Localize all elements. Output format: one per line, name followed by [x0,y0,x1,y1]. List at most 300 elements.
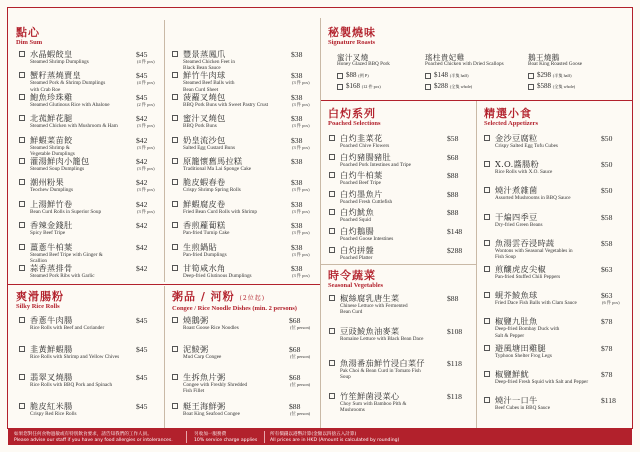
checkbox[interactable] [484,292,490,298]
item-price: $78 [601,343,613,353]
section-heading-congee [172,291,297,313]
item-name-zh: 灌湯鮮肉小籠包 [30,156,90,166]
item-price: $50 [601,134,613,143]
section-title-en: Poached Selections [328,120,381,127]
item-price: $68 [289,373,301,382]
item-portion: (3 件 pcs) [292,273,310,278]
item-name-en: Pan-fried Turnip Cake [183,230,230,237]
checkbox[interactable] [329,172,335,178]
checkbox[interactable] [329,191,335,197]
item-name-en: Crispy Shrimp Spring Rolls [183,187,241,194]
item-portion: (3 件 pcs) [292,251,310,257]
item-portion: (位 person) [290,325,311,330]
checkbox[interactable] [172,317,178,323]
item-price: $50 [601,186,613,196]
checkbox[interactable] [172,265,178,271]
item-name-zh: 生煎鍋貼 [183,241,217,252]
item-portion: (3 件 pcs) [137,187,155,193]
menu-item[interactable] [329,359,469,390]
item-name-en: Pak Choi & Bean Curd in Tomato Fish Soup [340,368,421,381]
footer-price-zh: 所有價錢以港幣計算(金額以四捨五入計算) [270,432,357,437]
item-portion: (3 件 pcs) [292,208,310,214]
roast-item [528,52,624,98]
checkbox[interactable] [172,374,178,380]
item-portion: (3 件 pcs) [137,144,155,150]
item-name-zh: 避風塘田雞腿 [495,342,546,353]
item-name-zh: 原籠懷舊馬拉糕 [183,156,243,166]
item-name-zh: 白灼鵝腸 [340,226,374,236]
item-name-en: Beef Cubes in BBQ Sauce [495,405,551,411]
checkbox[interactable] [484,240,490,246]
item-name-en: Steamed Soup Dumplings [30,166,85,172]
item-name-zh: 椒絲腐乳唐生菜 [340,293,400,303]
section-title-zh: 爽滑腸粉 [16,290,64,303]
item-price: $38 [291,50,303,59]
checkbox[interactable] [484,371,490,377]
item-name-zh: 椒鹽鮮魷 [495,368,529,379]
item-name-en: Bean Curd Rolls in Superior Soup [30,208,102,215]
item-price: $68 [289,344,301,354]
item-price: $68 [289,316,301,325]
checkbox[interactable] [484,187,490,193]
item-name-en: BBQ Pork Buns [183,123,217,130]
item-name-en: Deep-fried Bombay Duck with Salt & Pepper [495,326,560,339]
item-portion: (3 件 pcs) [292,101,310,107]
checkbox[interactable] [172,222,178,228]
menu-item[interactable] [329,208,469,225]
divider [164,20,165,282]
menu-item[interactable] [172,49,312,72]
item-portion: (半隻 half) [449,73,469,78]
section-title-zh: 秘製燒味 [328,26,376,39]
item-portion: (3 件 pcs) [137,166,155,171]
menu-item[interactable] [172,114,312,133]
item-name-zh: 脆皮蝦春卷 [183,177,226,188]
checkbox[interactable] [172,72,178,78]
item-name-zh: 白灼拼盤 [340,244,374,255]
checkbox[interactable] [329,295,335,301]
checkbox[interactable] [19,265,25,271]
section-title-en: Dim Sum [16,39,43,46]
item-name-zh: 鮑魚珍珠雞 [30,91,73,102]
roast-item [337,52,433,98]
footer-allergy-note [14,432,173,443]
item-name-en: Crispy Salted Egg Tofu Cubes [495,143,558,149]
item-name-en: Rice Rolls with BBQ Pork and Spinach [30,382,113,388]
item-price: $50 [601,160,613,170]
menu-item[interactable] [484,265,622,289]
menu-item[interactable] [329,227,469,244]
item-name-en: Steamed Pork Ribs with Garlic [30,273,95,279]
checkbox[interactable] [329,328,335,334]
item-name-en: Steamed Chicken Feet in Black Bean Sauce [183,59,236,72]
divider [8,284,320,285]
checkbox[interactable] [172,201,178,207]
menu-item[interactable] [172,157,312,176]
section-heading-roasts [328,27,376,47]
item-name-en: Steamed Beef Balls with Bean Curd Sheet [183,80,235,93]
divider [164,286,165,428]
item-name-en: Poached Fresh Cuttlefish [340,198,393,205]
item-price: $45 [136,71,148,81]
item-name-zh: 脆皮紅米腸 [30,400,73,411]
item-name-zh: 潮州粉果 [30,177,64,188]
item-price: $38 [291,92,303,102]
checkbox[interactable] [19,317,25,323]
menu-item[interactable] [19,221,159,240]
item-portion: (2 件 pcs) [137,101,155,107]
item-price: $42 [136,135,148,145]
checkbox[interactable] [19,158,25,164]
item-name-en: Roast Goose Rice Noodles [183,325,239,331]
item-name-en: Rice Rolls with Beef and Coriander [30,325,105,331]
item-name-en: Poached Beef Tripe [340,180,381,187]
checkbox[interactable] [425,73,431,79]
section-heading-poached [328,108,381,128]
footer-service-en: 10% service charge applies [194,437,258,443]
item-price: $38 [291,157,303,166]
menu-item[interactable] [484,396,622,420]
item-portion: (3 件 pcs) [137,123,155,129]
item-name-zh: 生拆魚片粥 [183,372,226,382]
menu-item[interactable] [484,239,622,263]
item-price: $58 [601,212,613,222]
menu-item[interactable] [484,344,622,368]
item-name-en: Teochew Dumplings [30,187,74,194]
menu-item[interactable] [329,171,469,188]
menu-item[interactable] [19,70,159,93]
menu-item[interactable] [329,190,469,207]
item-portion: (4 件 pcs) [137,59,155,64]
item-portion: (全隻 whole) [552,84,576,89]
checkbox[interactable] [484,397,490,403]
item-price: $78 [601,317,613,327]
item-name-en: Poached Chive Flowers [340,143,390,149]
footer-service-zh: 另收加一服務費 [194,432,227,437]
item-name-en: Wontons with Seasonal Vegetables in Fish Soup [495,247,573,260]
menu-item[interactable] [172,373,312,400]
checkbox[interactable] [337,73,343,79]
item-name-en: Deep-fried Glutinous Dumplings [183,273,252,279]
item-name-en: Boat King Roasted Goose [528,61,583,67]
item-price: $68 [447,152,459,162]
menu-item[interactable] [19,243,159,262]
menu-item[interactable] [484,186,622,210]
item-price: $38 [291,221,303,231]
checkbox[interactable] [172,179,178,185]
checkbox[interactable] [329,228,335,234]
checkbox[interactable] [19,115,25,121]
item-price: $58 [447,134,459,143]
item-price: $38 [291,264,303,273]
menu-item[interactable] [19,157,159,176]
item-name-zh: 蜆芥鯪魚球 [495,290,538,301]
section-title-zh-note: (2位起) [239,295,266,302]
item-name-zh: 鮮竹牛肉球 [183,70,226,81]
item-name-en: Steamed Shrimp & Vegetable Dumplings [30,144,75,157]
section-heading-appetizers [484,108,538,128]
item-price: $58 [601,238,613,248]
checkbox[interactable] [329,209,335,215]
item-name-en: Typhoon Shelter Frog Legs [495,352,552,359]
menu-item[interactable] [329,134,469,151]
item-portion: (半隻 half) [552,73,572,78]
menu-item[interactable] [19,50,159,69]
menu-item[interactable] [19,93,159,112]
checkbox[interactable] [19,244,25,250]
divider [320,18,321,428]
item-name-en: Assorted Mushrooms in BBQ Sauce [495,195,571,202]
menu-item[interactable] [172,264,312,283]
menu-item[interactable] [329,153,469,170]
menu-item[interactable] [19,316,159,343]
menu-item[interactable] [19,264,159,283]
item-portion: (3 件 pcs) [292,187,310,193]
checkbox[interactable] [172,158,178,164]
item-price: $118 [447,391,462,401]
item-portion: (6 件 pcs) [602,300,620,306]
checkbox[interactable] [172,51,178,57]
item-name-en: Rice Rolls with X.O. Sauce [495,169,553,176]
divider [321,100,632,101]
checkbox[interactable] [19,201,25,207]
section-title-en: Selected Appetizers [484,120,538,127]
item-price: $42 [136,157,148,166]
menu-item[interactable] [329,294,469,325]
checkbox[interactable] [329,135,335,141]
menu-item[interactable] [19,114,159,133]
item-price: $45 [136,401,148,411]
item-price: $45 [136,373,148,382]
item-price: $42 [136,199,148,209]
menu-item[interactable] [484,160,622,184]
item-price: $45 [136,92,148,102]
menu-item[interactable] [484,134,622,158]
item-name-en: Steamed Shrimp Dumplings [30,59,89,65]
item-price: $88 (例 P) [346,71,369,79]
checkbox[interactable] [484,135,490,141]
item-name-en: Honey Glazed BBQ Pork [337,61,390,67]
item-price: $45 [136,50,148,59]
item-price: $42 [136,264,148,273]
checkbox[interactable] [19,51,25,57]
item-price: $38 [291,114,303,124]
checkbox[interactable] [19,222,25,228]
checkbox[interactable] [172,115,178,121]
checkbox[interactable] [337,84,343,90]
item-name-en: Steamed Chicken with Mushroom & Ham [30,123,118,130]
item-price: $63 [601,291,613,301]
menu-item[interactable] [172,316,312,343]
section-title-en: Seasonal Vegetables [328,282,384,289]
item-name-en: Deep-fried Fresh Squid with Salt and Pepper [495,378,589,385]
checkbox[interactable] [329,154,335,160]
item-name-zh: 上湯鮮竹卷 [30,198,73,209]
menu-item[interactable] [19,136,159,155]
item-portion: (3 件 pcs) [292,144,310,150]
footer-bar [8,429,632,445]
checkbox[interactable] [528,73,534,79]
checkbox[interactable] [484,318,490,324]
item-price: $38 [291,242,303,252]
item-price: $45 [136,316,148,325]
menu-item[interactable] [19,200,159,219]
divider [186,431,187,443]
checkbox[interactable] [19,179,25,185]
item-name-en: Poached Squid [340,217,371,224]
item-price: $88 [447,189,459,199]
checkbox[interactable] [172,137,178,143]
menu-item[interactable] [172,402,312,429]
checkbox[interactable] [19,72,25,78]
section-title-zh: 時令蔬菜 [328,269,376,282]
item-price: $588 (全隻 whole) [537,82,576,90]
menu-item[interactable] [484,317,622,341]
menu-item[interactable] [484,213,622,237]
section-title-zh: 精選小食 [484,107,532,120]
footer-service-note [194,432,257,443]
checkbox[interactable] [172,94,178,100]
menu-item[interactable] [19,402,159,429]
checkbox[interactable] [19,94,25,100]
checkbox[interactable] [528,84,534,90]
checkbox[interactable] [329,393,335,399]
item-price: $38 [291,199,303,209]
item-portion: (例 P) [358,73,369,78]
checkbox[interactable] [19,374,25,380]
item-name-zh: 燒汁煮雜菌 [495,185,538,196]
item-name-zh: 蜜汁叉燒包 [183,113,226,124]
checkbox[interactable] [19,403,25,409]
item-name-en: Poached Pork Intestines and Tripe [340,161,411,168]
checkbox[interactable] [484,266,490,272]
menu-item[interactable] [484,370,622,394]
item-price: $88 [447,294,459,303]
item-price: $148 (半隻 half) [434,71,469,79]
checkbox[interactable] [329,247,335,253]
checkbox[interactable] [484,161,490,167]
footer-allergy-zh: 如果您對任何食物過敏或有特別飲食要求，請告知我們的工作人員。 [14,432,152,437]
menu-item[interactable] [329,392,469,423]
menu-item[interactable] [172,345,312,372]
menu-item[interactable] [19,345,159,372]
item-price: $42 [136,178,148,188]
item-name-zh: 翡翠叉燒腸 [30,372,73,382]
item-name-en: Mud Carp Congee [183,353,222,360]
divider [264,431,265,443]
item-name-zh: 蜜汁叉燒 [337,53,369,62]
section-heading-rice-rolls [16,291,64,311]
item-name-zh: 韭黃鮮蝦腸 [30,343,73,354]
section-title-en: Silky Rice Rolls [16,303,60,310]
item-name-zh: 白灼韭菜花 [340,133,383,143]
item-name-en: Choy Sum with Bamboo Pith & Mushrooms [340,400,407,413]
section-title-zh-main: 粥品 / 河粉 [172,290,235,303]
checkbox[interactable] [172,244,178,250]
item-name-zh: 豐景蒸鳳爪 [183,49,226,59]
item-price: $148 [447,227,463,236]
section-title-zh [172,291,297,305]
divider [321,264,476,265]
menu-item[interactable] [19,178,159,197]
item-name-zh: 白灼豬腸豬肚 [340,151,391,162]
checkbox[interactable] [19,346,25,352]
item-price: $88 [447,171,459,181]
item-name-zh: X.O.醬腸粉 [495,159,539,170]
item-price: $42 [136,242,148,252]
item-name-en: Crispy Red Rice Rolls [30,410,77,417]
menu-item[interactable] [172,243,312,262]
section-title-zh: 點心 [16,26,40,39]
checkbox[interactable] [484,345,490,351]
divider [476,100,477,428]
item-name-zh: 竹笙鮮菌浸菜心 [340,390,400,401]
checkbox[interactable] [329,360,335,366]
menu-item[interactable] [19,373,159,400]
item-name-zh: 香蔥牛肉腸 [30,315,73,325]
item-portion: (位 person) [290,353,311,359]
checkbox[interactable] [172,403,178,409]
item-portion: (3 件 pcs) [292,230,310,236]
item-name-en: Poached Goose Intestines [340,236,394,242]
menu-item[interactable] [172,70,312,93]
item-name-en: Dry-fried Green Beans [495,221,543,228]
item-price: $38 [291,135,303,145]
menu-item[interactable] [172,200,312,219]
item-price: $288 (全隻 whole) [434,82,473,90]
menu-item[interactable] [484,291,622,315]
item-portion: (3 件 pcs) [292,123,310,129]
item-name-zh: 豆豉鯪魚油麥菜 [340,325,400,336]
section-heading-dimsum [16,27,42,47]
checkbox[interactable] [172,346,178,352]
item-name-zh: 北菰鮮花腿 [30,113,73,124]
item-name-en: Steamed Glutinous Rice with Abalone [30,101,110,108]
item-name-zh: 金沙豆腐粒 [495,133,538,143]
item-price: $63 [601,265,613,274]
item-name-zh: 鵝王燒鵝 [528,53,560,62]
item-name-en: Spicy Beef Tripe [30,230,66,237]
item-name-en: BBQ Pork Buns with Sweet Pastry Crust [183,101,269,108]
item-name-en: Pan-fried Dumplings [183,251,227,258]
item-price: $38 [291,71,303,81]
item-name-zh: 燒汁一口牛 [495,395,538,405]
item-portion: (位 person) [290,410,311,416]
item-name-zh: 菠蘿叉燒包 [183,91,226,102]
menu-item[interactable] [172,221,312,240]
footer-price-en: All prices are in HKD (Amount is calculated by rounding) [270,437,400,443]
item-price: $88 [447,208,459,218]
checkbox[interactable] [425,84,431,90]
menu-item[interactable] [172,136,312,155]
item-name-zh: 水晶蝦餃皇 [30,49,73,59]
menu-item[interactable] [172,93,312,112]
item-name-en: Salted Egg Custard Buns [183,144,236,151]
menu-item[interactable] [172,178,312,197]
section-title-zh: 白灼系列 [328,107,376,120]
menu-item[interactable] [329,327,469,358]
checkbox[interactable] [19,137,25,143]
item-name-zh: 奶皇流沙包 [183,134,226,145]
checkbox[interactable] [484,214,490,220]
item-portion: (3 件 pcs) [292,80,310,86]
item-price: $118 [447,359,462,368]
item-name-en: Poached Chicken with Dried Scallops [425,61,504,67]
roast-item [425,52,521,98]
menu-item[interactable] [329,246,469,263]
item-name-zh: 白灼魷魚 [340,207,374,218]
item-name-zh: 蟹籽蒸燒賣皇 [30,70,81,81]
